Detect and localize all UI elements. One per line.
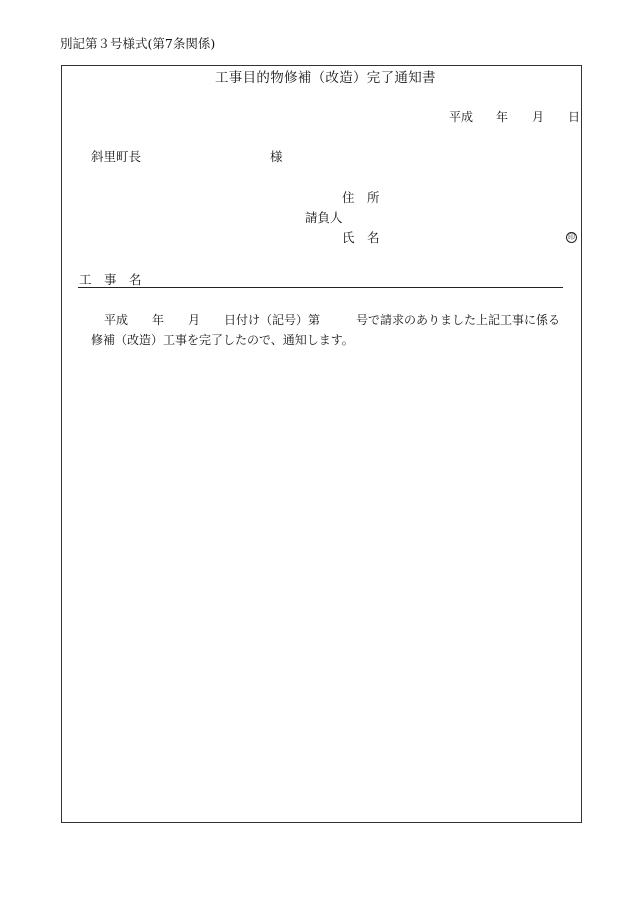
notice-body-line-1: 平成 年 月 日付け（記号）第 号で請求のありました上記工事に係る [104,313,561,327]
date-era-label: 平成 [449,110,474,124]
addressee-name: 斜里町長 [91,149,142,164]
date-day-label: 日 [568,110,581,124]
contractor-address-label: 住 所 [342,190,380,205]
addressee-honorific: 様 [270,149,283,164]
document-title: 工事目的物修補（改造）完了通知書 [215,70,436,86]
document-frame [61,65,582,823]
seal-mark-icon: 印 [568,233,575,241]
work-name-label: 工 事 名 [79,272,142,287]
contractor-name-label: 氏 名 [342,230,380,245]
date-year-label: 年 [496,110,509,124]
form-number-label: 別記第３号様式(第7条関係) [60,36,216,51]
work-name-underline [78,287,563,288]
date-month-label: 月 [532,110,545,124]
notice-body-line-2: 修補（改造）工事を完了したので、通知します。 [91,333,354,347]
contractor-role-label: 請負人 [305,210,343,225]
